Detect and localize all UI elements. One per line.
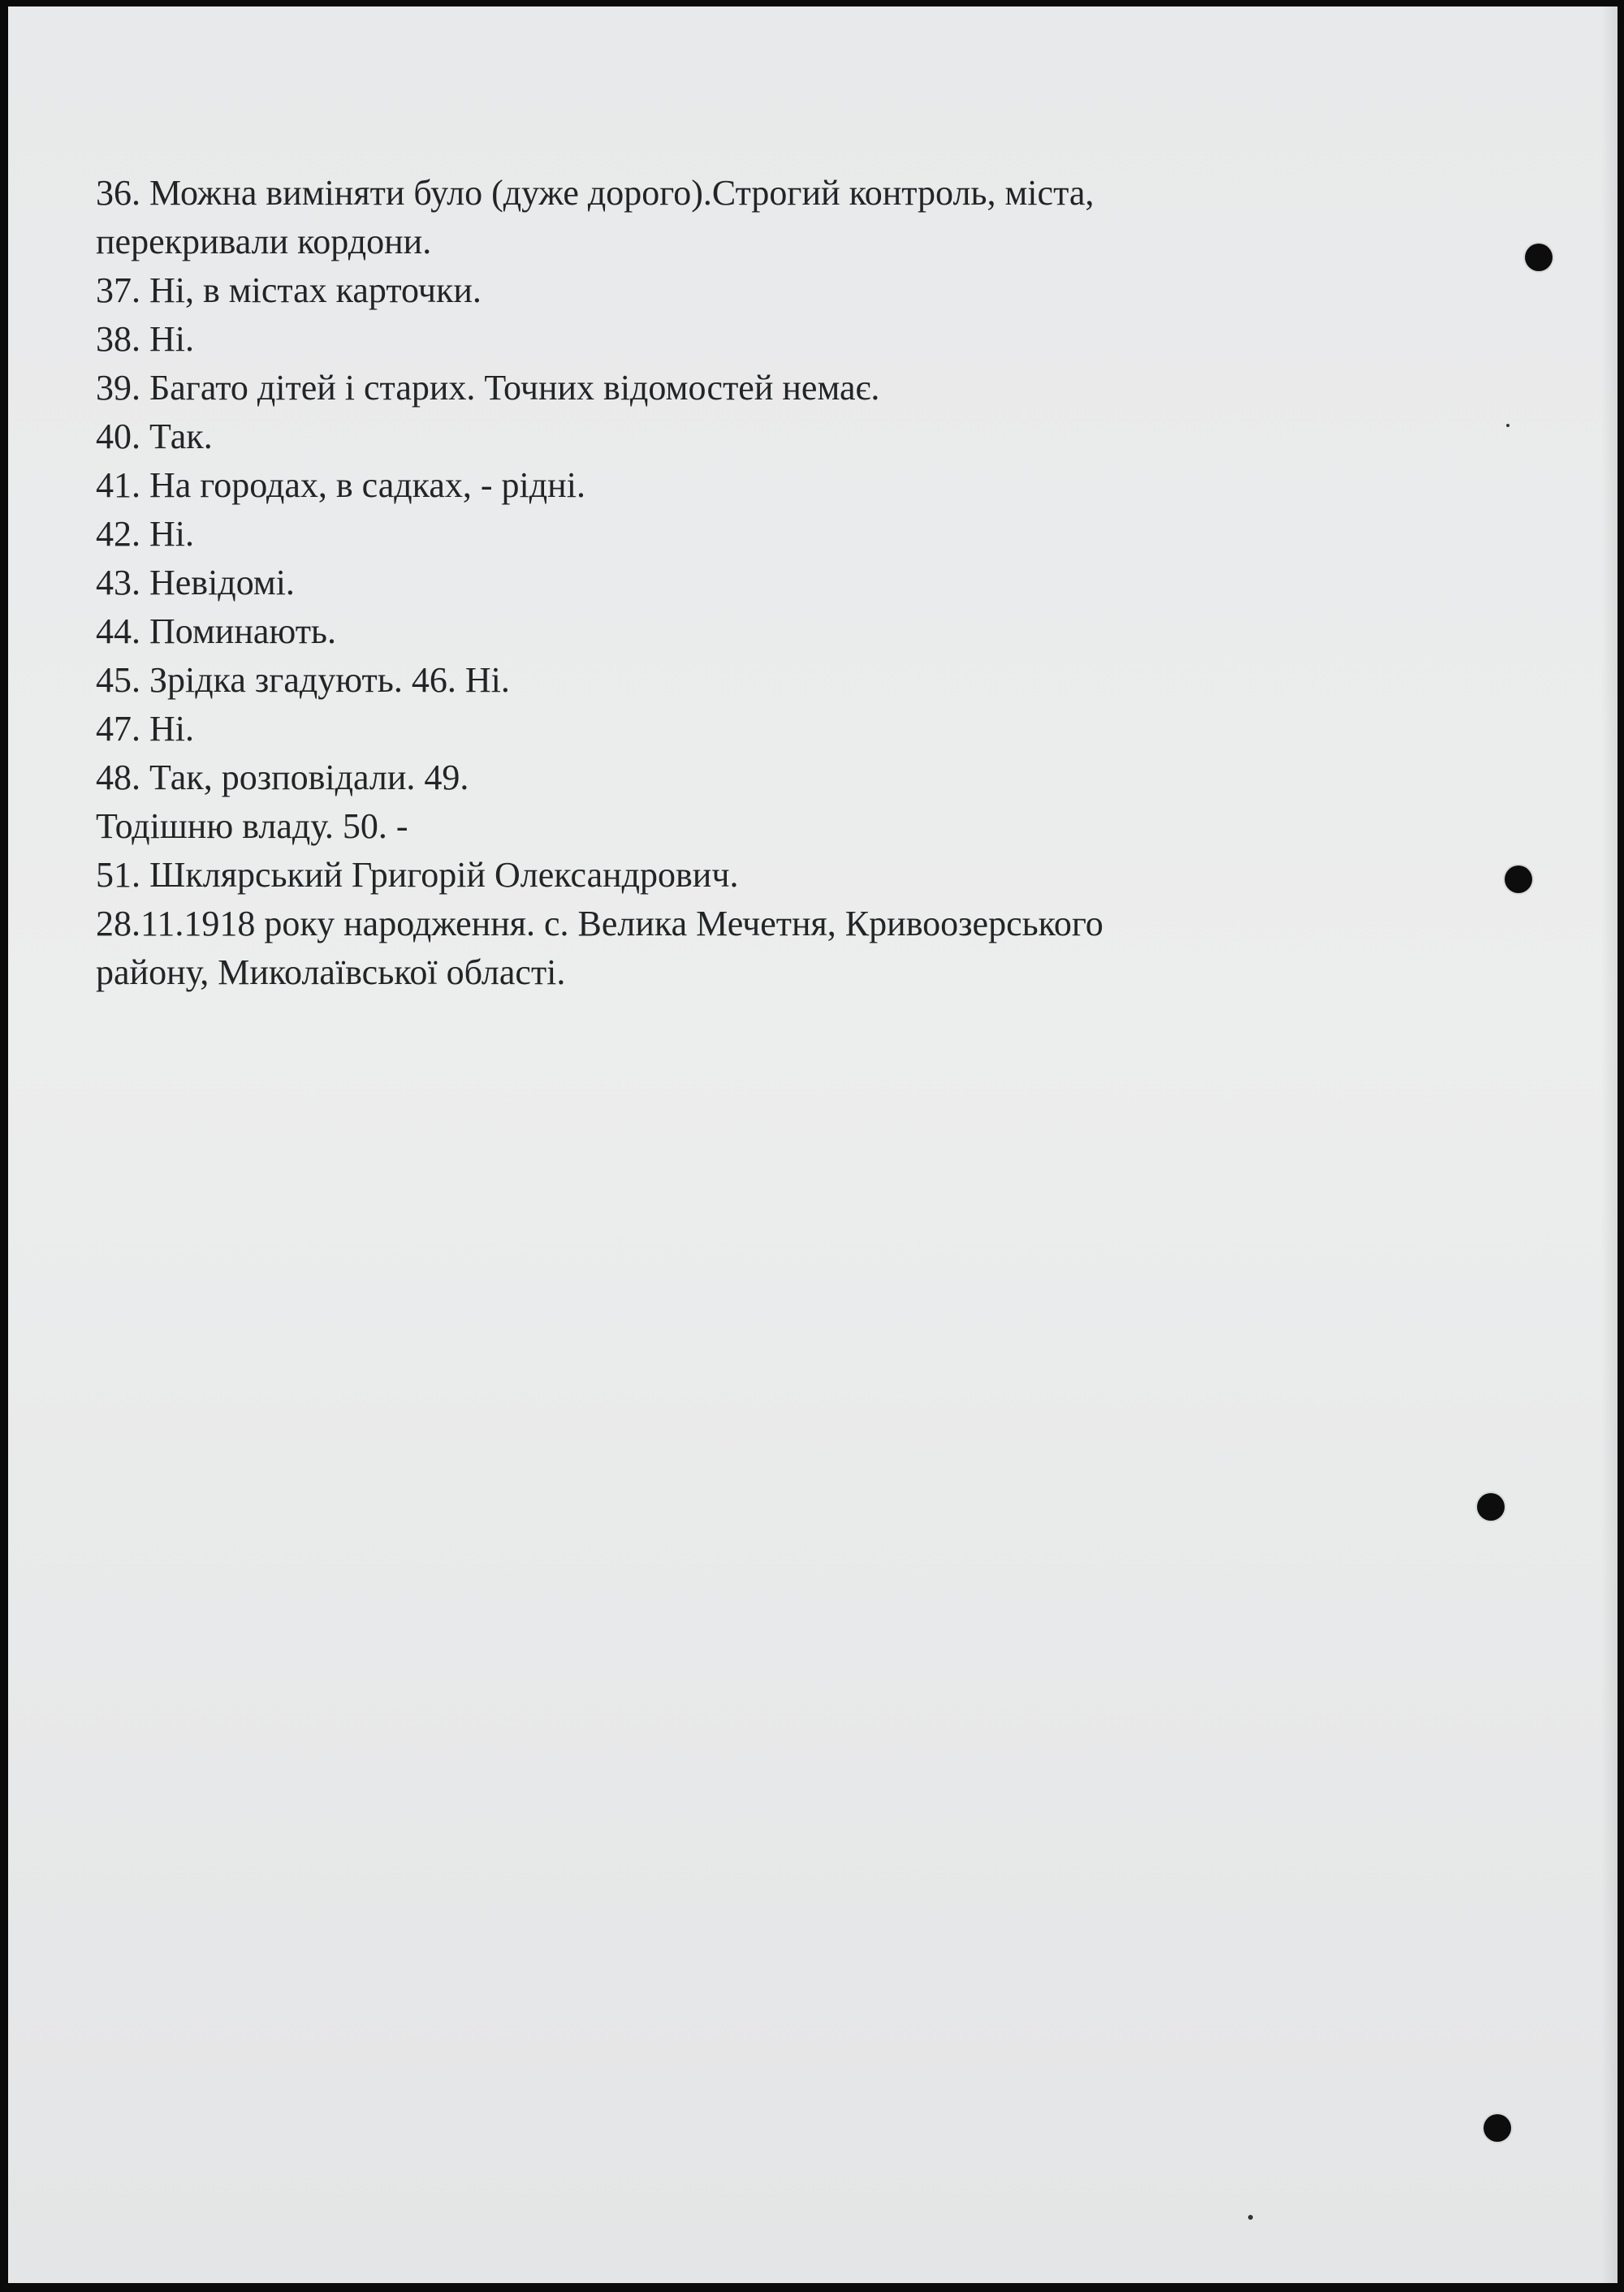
text-line: перекривали кордони.: [96, 222, 432, 261]
text-line: 44. Поминають.: [96, 611, 336, 651]
text-line: 37. Ні, в містах карточки.: [96, 270, 482, 310]
text-line: району, Миколаївської області.: [96, 952, 566, 992]
text-line: 36. Можна виміняти було (дуже дорого).Строгий контроль, міста,: [96, 173, 1095, 213]
text-line: 43. Невідомі.: [96, 563, 295, 602]
text-line: 38. Ні.: [96, 319, 194, 359]
text-line: 39. Багато дітей і старих. Точних відомостей немає.: [96, 368, 880, 408]
punch-hole: [1477, 1493, 1505, 1521]
punch-hole: [1484, 2114, 1511, 2142]
text-line: 48. Так, розповідали. 49.: [96, 758, 469, 797]
paper-speck: [1506, 424, 1510, 427]
text-line: 40. Так.: [96, 417, 213, 456]
text-line: 47. Ні.: [96, 709, 194, 749]
answers-text: [96, 169, 1395, 997]
text-line: 45. Зрідка згадують. 46. Ні.: [96, 660, 510, 700]
paper-edge-shadow: [1601, 6, 1618, 2283]
text-line: Тодішню владу. 50. -: [96, 806, 408, 846]
paper-speck: [1248, 2215, 1253, 2220]
text-line: 28.11.1918 року народження. с. Велика Мечетня, Кривоозерського: [96, 904, 1104, 943]
text-line: 51. Шклярський Григорій Олександрович.: [96, 855, 739, 895]
punch-hole: [1505, 865, 1532, 893]
text-line: 42. Ні.: [96, 514, 194, 554]
paper-sheet: [8, 6, 1618, 2283]
text-line: 41. На городах, в садках, - рідні.: [96, 465, 585, 505]
punch-hole: [1525, 244, 1553, 271]
